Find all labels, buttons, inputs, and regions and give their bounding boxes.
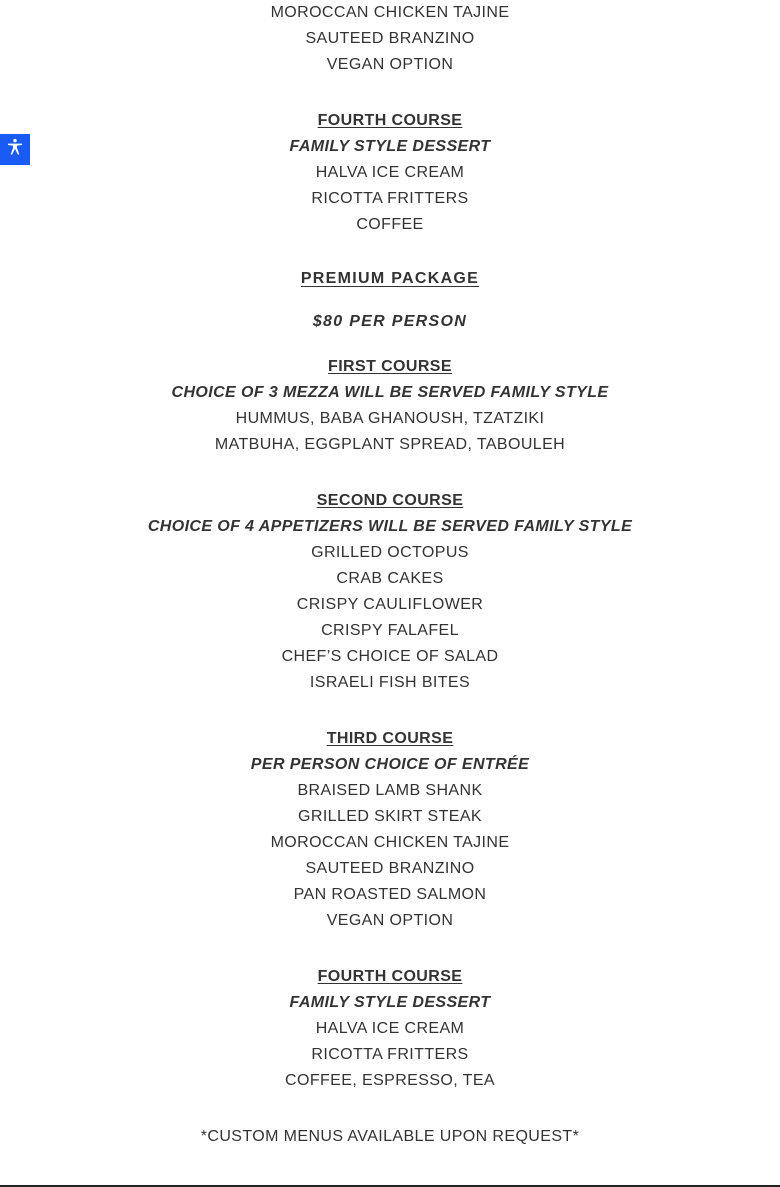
course-subtitle: PER PERSON CHOICE OF ENTRÉE bbox=[250, 756, 530, 773]
menu-item: MATBUHA, EGGPLANT SPREAD, TABOULEH bbox=[214, 436, 566, 453]
course-subtitle: CHOICE OF 4 APPETIZERS WILL BE SERVED FAMILY STYLE bbox=[147, 518, 633, 535]
menu-item: MOROCCAN CHICKEN TAJINE bbox=[270, 4, 510, 21]
menu-item: GRILLED SKIRT STEAK bbox=[298, 808, 482, 825]
course-subtitle: CHOICE OF 3 MEZZA WILL BE SERVED FAMILY STYLE bbox=[171, 384, 609, 401]
course-title: THIRD COURSE bbox=[326, 730, 454, 747]
menu-item: CRAB CAKES bbox=[336, 570, 444, 587]
course-subtitle: FAMILY STYLE DESSERT bbox=[289, 138, 491, 155]
package-title: PREMIUM PACKAGE bbox=[300, 270, 480, 287]
menu-item: COFFEE, ESPRESSO, TEA bbox=[285, 1072, 495, 1089]
package-price: $80 PER PERSON bbox=[312, 313, 468, 330]
course-title: FOURTH COURSE bbox=[317, 112, 463, 129]
menu-item: BRAISED LAMB SHANK bbox=[297, 782, 483, 799]
menu-item: CRISPY FALAFEL bbox=[321, 622, 459, 639]
menu-item: ISRAELI FISH BITES bbox=[309, 674, 471, 691]
menu-item: HALVA ICE CREAM bbox=[315, 1020, 465, 1037]
course-title: SECOND COURSE bbox=[316, 492, 464, 509]
menu-item: RICOTTA FRITTERS bbox=[311, 190, 469, 207]
course-subtitle: FAMILY STYLE DESSERT bbox=[289, 994, 491, 1011]
custom-menus-note: *CUSTOM MENUS AVAILABLE UPON REQUEST* bbox=[200, 1128, 580, 1145]
menu-item: VEGAN OPTION bbox=[326, 912, 454, 929]
course-title: FIRST COURSE bbox=[328, 358, 452, 375]
menu-item: HUMMUS, BABA GHANOUSH, TZATZIKI bbox=[235, 410, 545, 427]
menu-item: CRISPY CAULIFLOWER bbox=[296, 596, 484, 613]
menu-item: PAN ROASTED SALMON bbox=[293, 886, 487, 903]
menu-item: VEGAN OPTION bbox=[326, 56, 454, 73]
menu-item: SAUTEED BRANZINO bbox=[305, 30, 475, 47]
accessibility-button[interactable] bbox=[0, 134, 30, 165]
menu-item: COFFEE bbox=[356, 216, 424, 233]
menu-item: CHEF’S CHOICE OF SALAD bbox=[281, 648, 499, 665]
accessibility-icon bbox=[6, 138, 24, 161]
menu-item: GRILLED OCTOPUS bbox=[311, 544, 469, 561]
menu-item: RICOTTA FRITTERS bbox=[311, 1046, 469, 1063]
menu-item: HALVA ICE CREAM bbox=[315, 164, 465, 181]
menu-item: SAUTEED BRANZINO bbox=[305, 860, 475, 877]
course-title: FOURTH COURSE bbox=[317, 968, 463, 985]
menu-item: MOROCCAN CHICKEN TAJINE bbox=[270, 834, 510, 851]
